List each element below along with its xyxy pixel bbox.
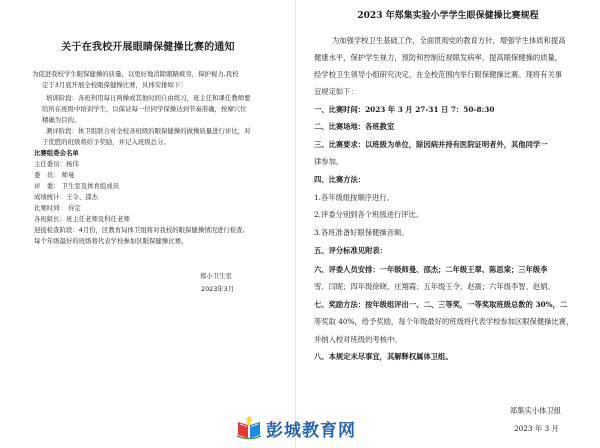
rules-document (296, 0, 600, 448)
notice-signature: 郑小卫生室 (200, 272, 232, 280)
notice-line: 为促进我校学生眼保健操的质量，以更好地消除眼睛疲劳，保护视力,我校 (32, 70, 239, 78)
rules-line: 为加强学校卫生基础工作，全面贯彻党的教育方针，增强学生体质和提高 (332, 36, 566, 45)
rules-line: 3.各班准备好眼保健操音频。 (314, 228, 409, 237)
rules-line: 八、本规定未尽事宜，其解释权属体卫组。 (314, 352, 453, 361)
notice-line: 培训阶段：各班利用每日两操或其他时间自由练习，班主任和课任教师要 (46, 94, 251, 102)
rules-line: 七、奖励方法：按年级组评出一、二、三等奖，一等奖取班级总数的 30%，二 (314, 300, 568, 309)
notice-document (0, 0, 296, 448)
notice-line: 比赛组委会名单 (34, 149, 79, 157)
rules-line: 二、比赛场地：各班教室 (314, 122, 395, 131)
notice-line: 迎接检查阶段：4月份，区教育局体卫组将对我校的眼保健操情况进行检查, (34, 226, 245, 234)
rules-line: 四、比赛方法： (314, 175, 366, 184)
notice-line: 委 员： 师曼 (34, 171, 75, 179)
rules-line: 律参加。 (314, 157, 344, 166)
rules-title: 2023 年郑集实验小学学生眼保健操比赛规程 (357, 11, 539, 21)
notice-line: 主任委员：杨伟 (34, 160, 79, 168)
rules-signature: 郑集实小体卫组 (510, 406, 562, 415)
notice-line: 精确为目的。 (42, 116, 81, 124)
rules-line: 健康水平，保护学生视力，预防和控制近视眼发病率，提高眼保健操的质量， (314, 53, 563, 62)
book-pen-icon (236, 414, 262, 440)
rules-line: 三、比赛要求：以班级为单位，除因病并持有医院证明者外，其他同学一 (314, 140, 548, 149)
rules-line: 五、评分标准见附表： (314, 246, 387, 255)
notice-line: 评 委： 卫生室及体育组成员 (34, 182, 120, 190)
rules-line: 经学校卫生领导小组研究决定，在全校范围内举行眼保健操比赛。现将有关事 (314, 70, 563, 79)
watermark-text: 彭城教育网 (266, 421, 356, 441)
rules-line: 宜规定如下： (314, 87, 358, 96)
notice-line: 于优胜的班级将给予奖励，并记入班级总分。 (42, 138, 170, 146)
notice-title: 关于在我校开展眼睛保健操比赛的通知 (61, 42, 235, 53)
notice-line: 比赛时间： 待定 (34, 204, 81, 212)
site-watermark (236, 412, 386, 444)
notice-line: 每个年级最好的班级将代表学校参加区眼保健操比赛。 (34, 237, 188, 245)
notice-line: 给所在班级中培训学生，以保证每一位同学保操达到节奏准确，按摩穴位 (42, 105, 247, 113)
rules-line: 等奖取 40%，给予奖励，每个年级最好的班级将代表学校参加区眼保健操比赛， (314, 317, 574, 326)
rules-line: 雪、闫昵；四年级徐晓、庄翔霞；五年级王令、赵震；六年级李智、赵娟。 (314, 282, 555, 291)
notice-date: 2023年3月 (201, 285, 235, 293)
rules-line: 1.各年级组按顺序进行。 (314, 193, 394, 202)
notice-line: 测评阶段：体卫组联合对全校各班级的眼保健操的做操质量进行评比，对 (46, 127, 251, 135)
rules-date: 2023 年 3 月 (514, 424, 559, 433)
rules-line: 并纳入校对班级的考核中。 (314, 335, 402, 344)
notice-line: 各班組长：班主任老师及科任老师 (34, 215, 130, 223)
notice-line: 定于3月底开展全校眼保健操比赛，具体安排如下： (42, 81, 187, 89)
rules-line: 2.评委分别到各个班级进行评比。 (314, 210, 424, 219)
rules-line: 六、评委人员安排：一年级师曼、邵杰；二年级王翠、陈思棠；三年级李 (314, 265, 548, 274)
notice-line: 成绩统计：王令、邵杰 (34, 193, 98, 201)
rules-line: 一、比赛时间：2023 年 3 月 27-31 日 7：50-8:30 (314, 105, 495, 114)
